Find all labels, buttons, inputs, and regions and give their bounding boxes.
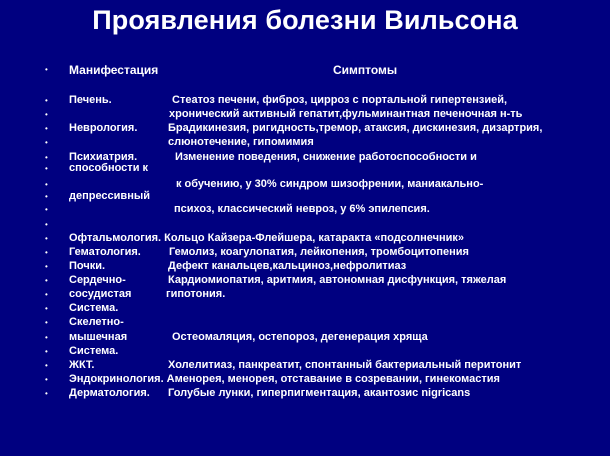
category-label: мышечная (69, 331, 128, 343)
symptom-text: Холелитиаз, панкреатит, спонтанный бактериальный перитонит (168, 359, 522, 371)
symptom-text: хронический активный гепатит,фульминантная печеночная н-ть (169, 108, 523, 120)
bullet-icon: • (45, 347, 48, 356)
category-label: Печень. (69, 94, 112, 106)
bullet-icon: • (45, 290, 48, 299)
category-label: Скелетно- (69, 316, 124, 328)
bullet-icon: • (45, 164, 48, 173)
category-label: ЖКТ. (69, 359, 95, 371)
bullet-icon: • (45, 110, 48, 119)
symptom-text: Голубые лунки, гиперпигментация, акантозис nigricans (168, 387, 471, 399)
symptom-text: Гемолиз, коагулопатия, лейкопения, тромбоцитопения (169, 246, 469, 258)
slide-title: Проявления болезни Вильсона (92, 5, 518, 35)
bullet-icon: • (45, 361, 48, 370)
category-label: Система. (69, 302, 119, 314)
header-manifestation: Манифестация (69, 63, 159, 77)
symptom-text: Брадикинезия, ригидность,тремор, атаксия, дискинезия, дизартрия, (168, 122, 543, 134)
category-label: Психиатрия. (69, 151, 138, 163)
bullet-icon: • (45, 180, 48, 189)
category-label: Гематология. (69, 246, 141, 258)
symptom-text: Кардиомиопатия, аритмия, автономная дисфункция, тяжелая (168, 274, 507, 286)
symptom-text: Дефект канальцев,кальциноз,нефролитиаз (168, 260, 407, 272)
bullet-icon: • (45, 333, 48, 342)
bullet-icon: • (45, 153, 48, 162)
category-label: депрессивный (69, 190, 150, 202)
category-label: Сердечно- (69, 274, 126, 286)
bullet-icon: • (45, 234, 48, 243)
bullet-icon: • (45, 96, 48, 105)
bullet-icon: • (45, 124, 48, 133)
symptom-text: к обучению, у 30% синдром шизофрении, маниакально- (176, 178, 484, 190)
symptom-text: гипотония. (166, 288, 226, 300)
category-label: сосудистая (69, 288, 132, 300)
category-label: Почки. (69, 260, 106, 272)
symptom-text: психоз, классический невроз, у 6% эпилепсия. (174, 203, 430, 215)
category-label: Дерматология. (69, 387, 150, 399)
symptom-text: Остеомаляция, остепороз, дегенерация хряща (172, 331, 428, 343)
category-label: способности к (69, 162, 149, 174)
bullet-icon: • (45, 248, 48, 257)
bullet-icon: • (45, 304, 48, 313)
bullet-icon: • (45, 192, 48, 201)
category-label: Система. (69, 345, 119, 357)
bullet-icon: • (45, 205, 48, 214)
bullet-icon: • (45, 138, 48, 147)
bullet-icon: • (45, 318, 48, 327)
symptom-text: Изменение поведения, снижение работоспособности и (175, 151, 477, 163)
bullet-icon: • (45, 276, 48, 285)
category-label: Офтальмология. Кольцо Кайзера-Флейшера, катаракта «подсолнечник» (69, 232, 465, 244)
bullet-icon: • (45, 389, 48, 398)
bullet-icon: • (45, 220, 48, 229)
symptom-text: слюнотечение, гипомимия (168, 136, 314, 148)
bullet-icon: • (45, 65, 48, 74)
bullet-icon: • (45, 262, 48, 271)
bullet-icon: • (45, 375, 48, 384)
category-label: Эндокринология. Аменорея, менорея, отставание в созревании, гинекомастия (69, 373, 500, 385)
category-label: Неврология. (69, 122, 138, 134)
symptom-text: Стеатоз печени, фиброз, цирроз с портальной гипертензией, (172, 94, 508, 106)
header-symptoms: Симптомы (333, 63, 398, 77)
